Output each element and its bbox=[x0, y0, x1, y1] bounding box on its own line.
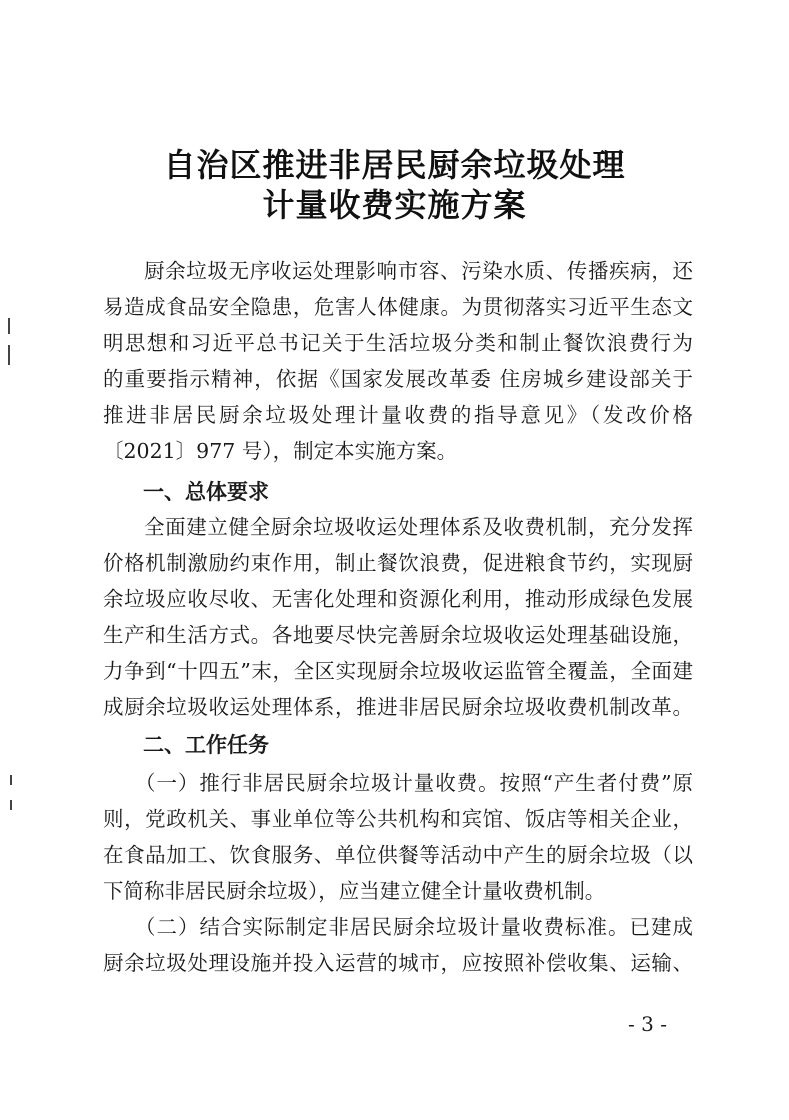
section2-item1-line: 在食品加工、饮食服务、单位供餐等活动中产生的厨余垃圾（以 bbox=[103, 843, 693, 867]
section1-line: 价格机制激励约束作用，制止餐饮浪费，促进粮食节约，实现厨 bbox=[103, 551, 693, 575]
intro-line: 厨余垃圾无序收运处理影响市容、污染水质、传播疾病，还 bbox=[144, 259, 693, 283]
section1-line: 余垃圾应收尽收、无害化处理和资源化利用，推动形成绿色发展 bbox=[103, 587, 693, 611]
section2-item2-line: （二）结合实际制定非居民厨余垃圾计量收费标准。已建成 bbox=[135, 915, 693, 939]
binding-mark bbox=[10, 800, 12, 810]
page-number: - 3 - bbox=[628, 1012, 667, 1036]
section1-line: 成厨余垃圾收运处理体系，推进非居民厨余垃圾收费机制改革。 bbox=[103, 695, 693, 719]
section2-item1-line: （一）推行非居民厨余垃圾计量收费。按照“产生者付费”原 bbox=[135, 771, 693, 795]
intro-line: 推进非居民厨余垃圾处理计量收费的指导意见》（发改价格 bbox=[103, 403, 693, 427]
section2-item1-line: 下简称非居民厨余垃圾），应当建立健全计量收费机制。 bbox=[103, 879, 606, 903]
binding-mark bbox=[10, 775, 12, 785]
document-title-line-1: 自治区推进非居民厨余垃圾处理 bbox=[163, 146, 626, 184]
section1-line: 全面建立健全厨余垃圾收运处理体系及收费机制，充分发挥 bbox=[144, 515, 693, 539]
section2-item1-line: 则，党政机关、事业单位等公共机构和宾馆、饭店等相关企业， bbox=[103, 807, 693, 831]
intro-line: 〔2021〕977 号），制定本实施方案。 bbox=[103, 439, 458, 463]
section2-item2-line: 厨余垃圾处理设施并投入运营的城市，应按照补偿收集、运输、 bbox=[103, 951, 693, 975]
section-heading: 二、工作任务 bbox=[143, 733, 269, 757]
binding-mark bbox=[8, 318, 10, 334]
intro-line: 易造成食品安全隐患，危害人体健康。为贯彻落实习近平生态文 bbox=[103, 295, 693, 319]
document-title-line-2: 计量收费实施方案 bbox=[262, 186, 527, 224]
binding-mark bbox=[8, 345, 10, 365]
section1-line: 力争到“十四五”末，全区实现厨余垃圾收运监管全覆盖，全面建 bbox=[103, 659, 693, 683]
section1-line: 生产和生活方式。各地要尽快完善厨余垃圾收运处理基础设施， bbox=[103, 623, 693, 647]
section-heading: 一、总体要求 bbox=[143, 480, 269, 504]
intro-line: 的重要指示精神，依据《国家发展改革委 住房城乡建设部关于 bbox=[103, 367, 693, 391]
intro-line: 明思想和习近平总书记关于生活垃圾分类和制止餐饮浪费行为 bbox=[103, 331, 693, 355]
